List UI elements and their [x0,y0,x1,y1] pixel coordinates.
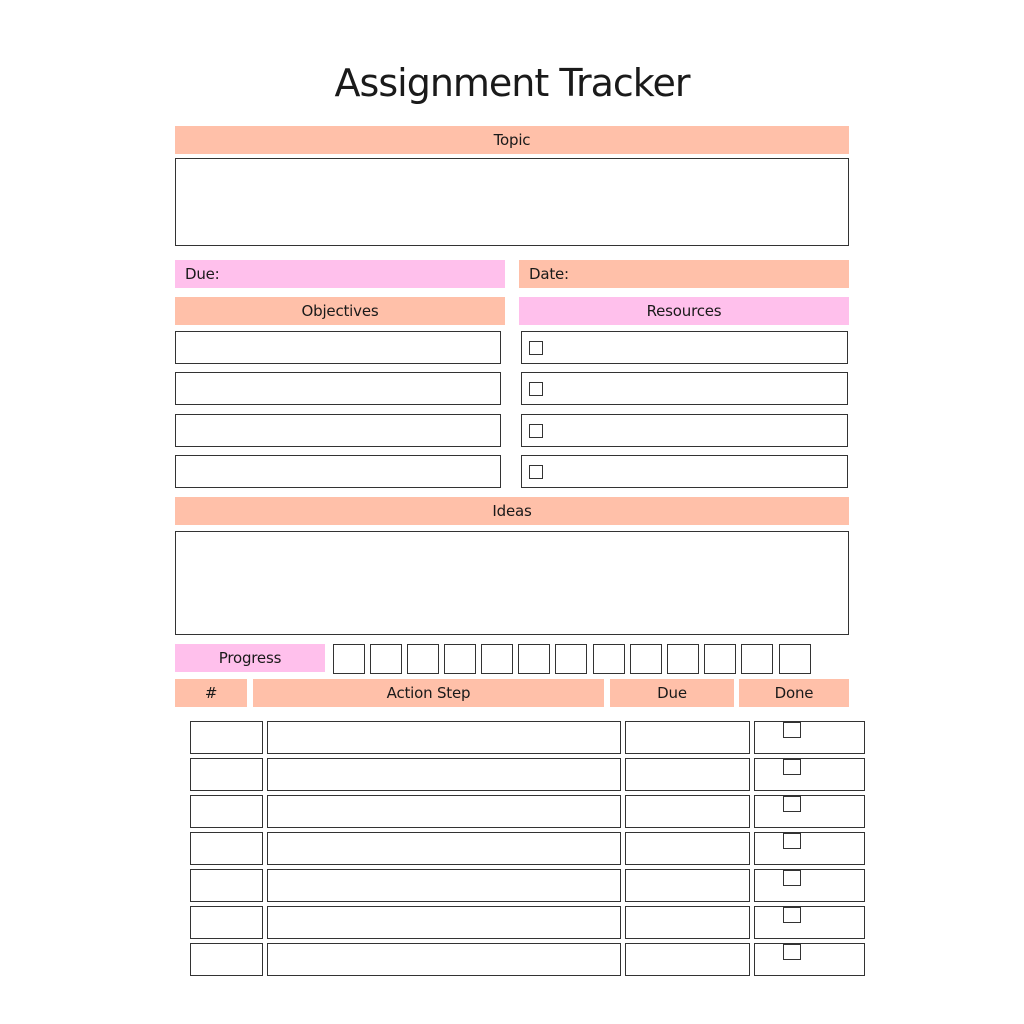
column-header-action-step: Action Step [253,679,604,707]
due-field[interactable]: Due: [175,260,505,288]
resource-field[interactable] [521,414,848,447]
column-header-done: Done [739,679,849,707]
done-checkbox[interactable] [783,944,801,960]
done-checkbox[interactable] [783,907,801,923]
progress-box[interactable] [444,644,476,674]
row-number-cell[interactable] [190,906,263,939]
topic-field[interactable] [175,158,849,246]
resource-checkbox[interactable] [529,341,543,355]
row-number-cell[interactable] [190,758,263,791]
row-number-cell[interactable] [190,832,263,865]
row-action-step-cell[interactable] [267,906,621,939]
ideas-header: Ideas [175,497,849,525]
row-number-cell[interactable] [190,721,263,754]
row-done-cell[interactable] [754,758,865,791]
progress-box[interactable] [333,644,365,674]
resource-checkbox[interactable] [529,465,543,479]
row-number-cell[interactable] [190,795,263,828]
row-number-cell[interactable] [190,869,263,902]
table-row [0,869,1024,903]
progress-box[interactable] [407,644,439,674]
date-field[interactable]: Date: [519,260,849,288]
objective-field[interactable] [175,455,501,488]
progress-label: Progress [175,644,325,672]
objectives-header: Objectives [175,297,505,325]
page-title: Assignment Tracker [334,61,690,105]
progress-box[interactable] [481,644,513,674]
row-due-cell[interactable] [625,832,750,865]
row-due-cell[interactable] [625,906,750,939]
row-done-cell[interactable] [754,906,865,939]
table-row [0,721,1024,755]
table-row [0,758,1024,792]
row-done-cell[interactable] [754,943,865,976]
progress-box[interactable] [370,644,402,674]
table-row [0,832,1024,866]
progress-box[interactable] [667,644,699,674]
progress-box[interactable] [779,644,811,674]
column-header-due: Due [610,679,734,707]
row-done-cell[interactable] [754,721,865,754]
row-done-cell[interactable] [754,869,865,902]
resource-field[interactable] [521,372,848,405]
done-checkbox[interactable] [783,796,801,812]
row-action-step-cell[interactable] [267,832,621,865]
row-due-cell[interactable] [625,758,750,791]
row-action-step-cell[interactable] [267,758,621,791]
row-due-cell[interactable] [625,869,750,902]
resource-checkbox[interactable] [529,382,543,396]
done-checkbox[interactable] [783,833,801,849]
resource-checkbox[interactable] [529,424,543,438]
table-row [0,943,1024,977]
ideas-field[interactable] [175,531,849,635]
row-done-cell[interactable] [754,832,865,865]
row-action-step-cell[interactable] [267,721,621,754]
progress-box[interactable] [741,644,773,674]
row-due-cell[interactable] [625,943,750,976]
resource-field[interactable] [521,331,848,364]
progress-box[interactable] [518,644,550,674]
row-number-cell[interactable] [190,943,263,976]
row-done-cell[interactable] [754,795,865,828]
objective-field[interactable] [175,414,501,447]
progress-box[interactable] [630,644,662,674]
row-due-cell[interactable] [625,795,750,828]
objective-field[interactable] [175,331,501,364]
objective-field[interactable] [175,372,501,405]
resources-header: Resources [519,297,849,325]
table-row [0,795,1024,829]
topic-header: Topic [175,126,849,154]
done-checkbox[interactable] [783,722,801,738]
progress-box[interactable] [704,644,736,674]
progress-box[interactable] [593,644,625,674]
done-checkbox[interactable] [783,870,801,886]
row-due-cell[interactable] [625,721,750,754]
progress-box[interactable] [555,644,587,674]
done-checkbox[interactable] [783,759,801,775]
row-action-step-cell[interactable] [267,943,621,976]
row-action-step-cell[interactable] [267,795,621,828]
resource-field[interactable] [521,455,848,488]
table-row [0,906,1024,940]
row-action-step-cell[interactable] [267,869,621,902]
column-header-number: # [175,679,247,707]
